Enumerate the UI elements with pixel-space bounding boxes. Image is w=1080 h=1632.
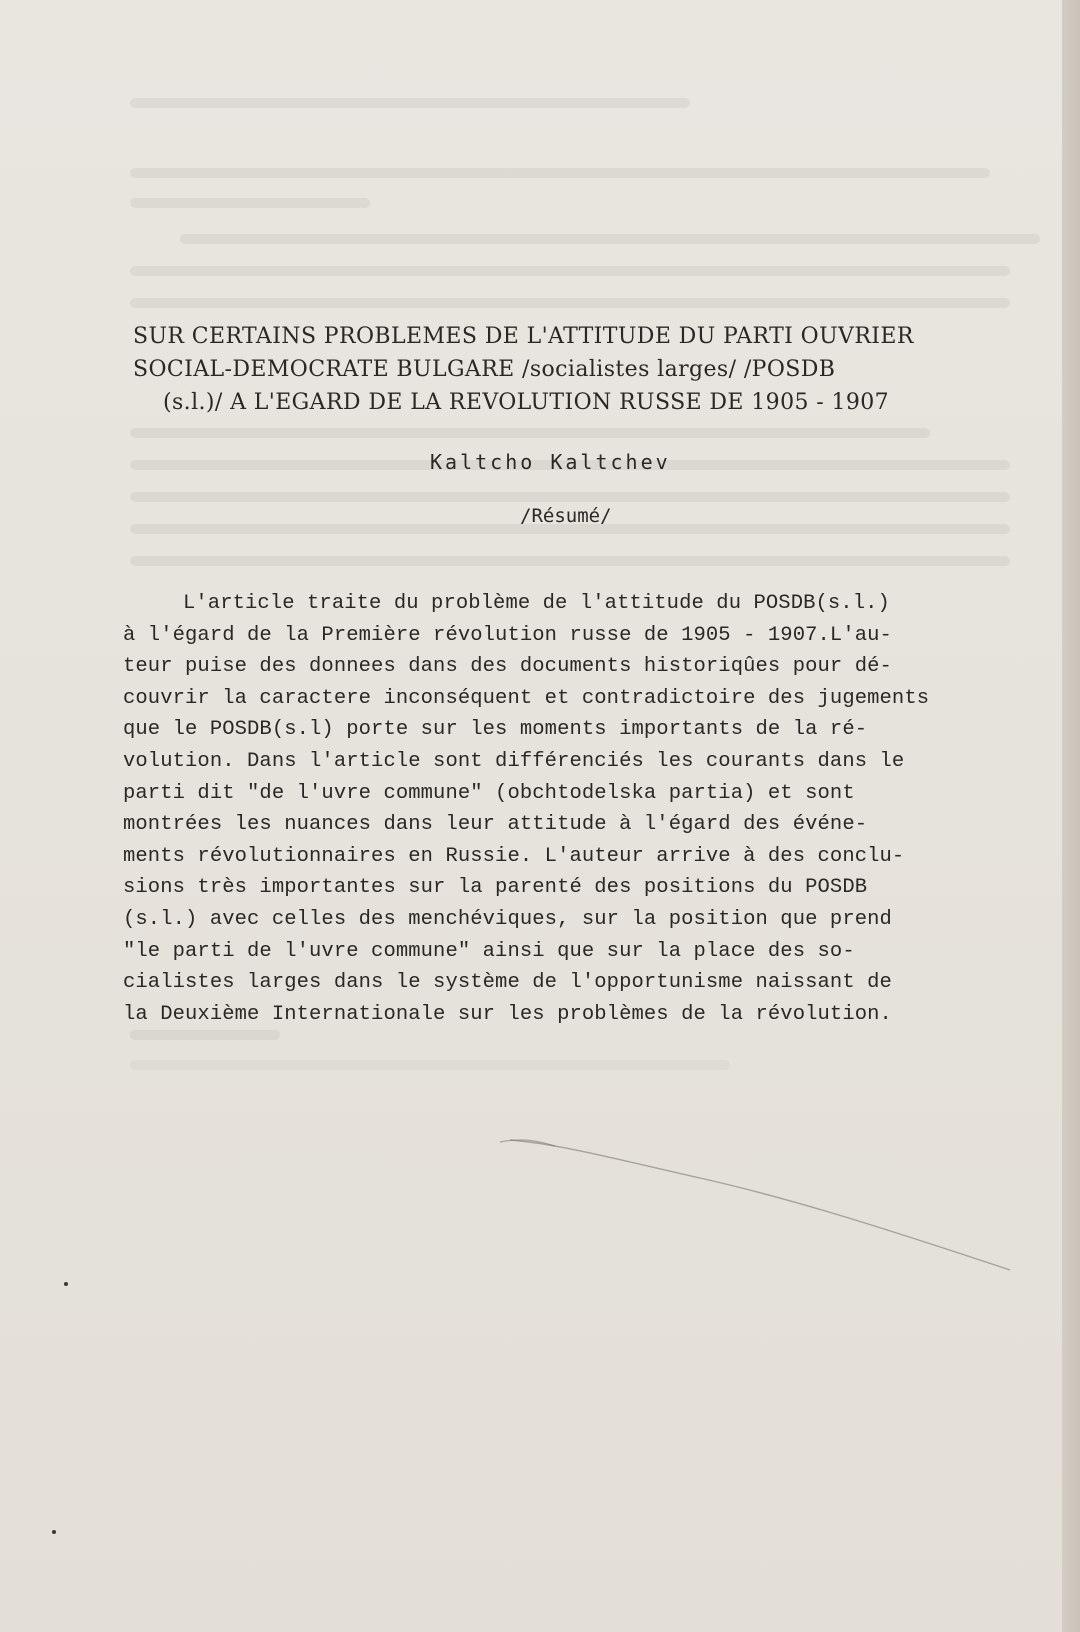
bleed-through-line [130,298,1010,308]
abstract-line: "le parti de l'uvre commune" ainsi que sur la place des so- [123,939,855,963]
paper-speck [64,1282,68,1286]
bleed-through-line [130,98,690,108]
bleed-through-line [130,168,990,178]
abstract-line: que le POSDB(s.l) porte sur les moments importants de la ré- [123,718,868,742]
abstract-line: cialistes larges dans le système de l'opportunisme naissant de [123,971,892,995]
abstract-line: parti dit "de l'uvre commune" (obchtodelska partia) et sont [123,781,855,805]
abstract-line: la Deuxième Internationale sur les problèmes de la révolution. [123,1002,892,1026]
abstract-body [123,588,1043,1030]
abstract-line: montrées les nuances dans leur attitude à l'égard des événe- [123,813,868,837]
abstract-line: sions très importantes sur la parenté des positions du POSDB [123,876,868,900]
page-edge-shadow [1062,0,1080,1632]
abstract-line: volution. Dans l'article sont différenciés les courants dans le [123,749,905,773]
title-line-3: (s.l.)/ A L'EGARD DE LA REVOLUTION RUSSE DE 1905 - 1907 [163,390,890,415]
paper-speck [52,1530,56,1534]
bleed-through-line [130,1060,730,1070]
resume-label: /Résumé/ [520,505,612,527]
bleed-through-line [130,492,1010,502]
abstract-line: à l'égard de la Première révolution russe de 1905 - 1907.L'au- [123,623,892,647]
author-name: Kaltcho Kaltchev [430,450,671,474]
abstract-line: L'article traite du problème de l'attitude du POSDB(s.l.) [183,592,890,615]
title-line-1: SUR CERTAINS PROBLEMES DE L'ATTITUDE DU PARTI OUVRIER [133,324,914,349]
abstract-line: couvrir la caractere inconséquent et contradictoire des jugements [123,686,930,710]
title-line-2: SOCIAL-DEMOCRATE BULGARE /socialistes larges/ /POSDB [133,357,836,382]
pencil-stroke-mark [500,1130,1020,1280]
bleed-through-line [130,428,930,438]
abstract-line: (s.l.) avec celles des menchéviques, sur la position que prend [123,907,892,931]
abstract-line: teur puise des donnees dans des documents historiqûes pour dé- [123,655,892,679]
bleed-through-line [180,234,1040,244]
bleed-through-line [130,266,1010,276]
abstract-line: ments révolutionnaires en Russie. L'auteur arrive à des conclu- [123,844,905,868]
bleed-through-line [130,198,370,208]
bleed-through-line [130,556,1010,566]
bleed-through-line [130,1030,280,1040]
